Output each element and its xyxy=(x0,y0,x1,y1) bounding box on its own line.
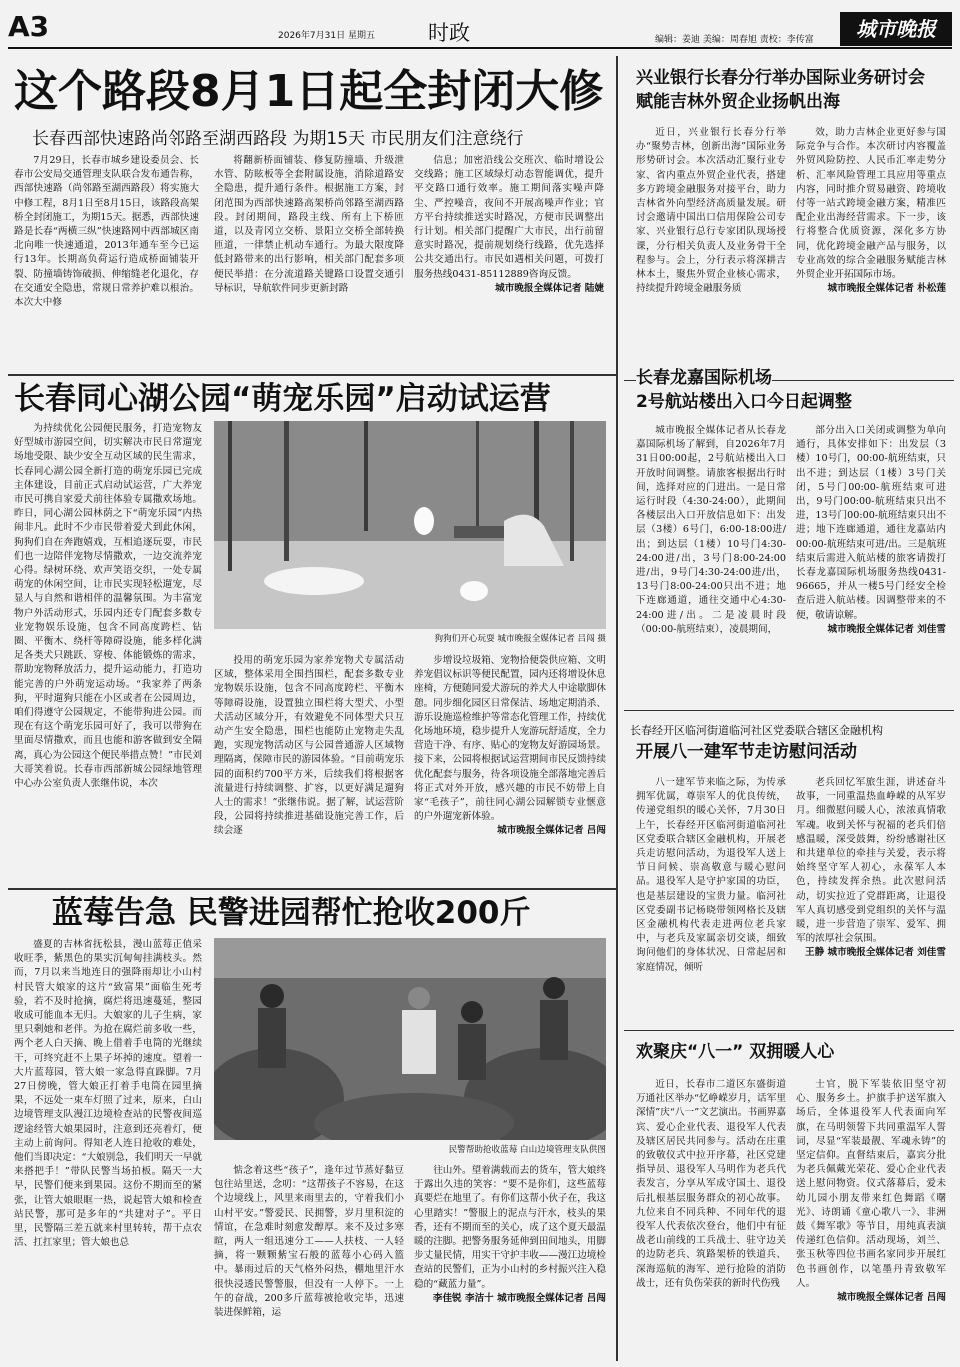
article3-byline: 李佳锐 李洁十 城市晚报全媒体记者 吕闯 xyxy=(432,1292,606,1304)
right1-byline: 城市晚报全媒体记者 朴松莲 xyxy=(827,283,946,295)
article1-subtitle: 长春西部快速路尚邻路至湖西路段 为期15天 市民朋友们注意绕行 xyxy=(32,129,524,149)
editor-credits: 编辑：姜迪 美编：周春旭 责校：李传富 xyxy=(655,35,814,45)
right3-column-1: 八一建军节来临之际，为传承拥军优属，尊崇军人的优良传统，传递党组织的暖心关怀，7月30日上午，长春经开区临河街道临河社区党委联合辖区金融机构，开展老兵走访慰问活动，为退役军人送上节日问候、崇高敬意与暖心慰问品。退役军人是守护家国的功臣，也是基层建设的宝贵力量。临河社区党委副书记杨晓带领网格长及辖区金融机构代表走进两位老兵家中，与老兵及家属亲切交谈，细致询问他们的身体状况、日常起居和家庭情况，倾听 xyxy=(636,777,786,973)
blueberry-photo-caption: 民警帮助抢收蓝莓 白山边境管理支队供图 xyxy=(448,1145,606,1155)
divider xyxy=(624,710,954,711)
article1-byline: 城市晚报全媒体记者 陆婕 xyxy=(495,282,604,294)
right2-column-2: 部分出入口关闭或调整为单向通行，具体安排如下：出发层（3楼）10号门，00:00-航班结束，只出不进；到达层（1楼）3号门关闭，5号门00:00-航班结束可进出，9号门00:00-航班结束只出不进，13号门00:00-航班结束只出不进；地下连廊通道，通往龙嘉站内00:00-航班结束可进/出。三是航班结束后需进入航站楼的旅客请拨打长春龙嘉国际机场服务热线0431-96665，并从一楼5号门经安全检查后进入航站楼。因调整带来的不便，敬请谅解。 城市晚报全媒体记者 刘佳雪 xyxy=(796,424,946,702)
issue-date: 2026年7月31日 星期五 xyxy=(278,31,375,41)
right4-column-1: 近日，长春市二道区东盛街道万通社区举办“忆峥嵘岁月，话军里深情”庆“八一”文艺演出。书画界嘉宾、爱心企业代表、退役军人代表及辖区居民共同参与。活动在庄重的致敬仪式中拉开序幕，社区党建指导员、退役军人马明作为老兵代表发言，分享从军成守国土、退役后扎根基层服务群众的初心故事。九位来自不同兵种、不同年代的退役军人代表依次登台，他们中有征战老山前线的工兵战士、驻守边关的边防老兵、筑路架桥的铁道兵、深海巡航的海军、逆行抢险的消防战士，还有负伤荣获的新时代伤残 xyxy=(636,1079,786,1289)
right3-column-2: 老兵回忆军旅生涯，讲述奋斗故事，一同重温热血峥嵘的从军岁月。细微慰问暖人心，浓浓真情歌军魂。收到关怀与祝福的老兵们倍感温暖，深受鼓舞，纷纷感谢社区和共建单位的牵挂与关爱，表示将始终坚守军人初心，永葆军人本色，持续发挥余热。此次慰问活动，切实拉近了党群距离，让退役军人真切感受到党组织的关怀与温暖，进一步营造了崇军、爱军、拥军的浓厚社会氛围。 王静 城市晚报全媒体记者 刘佳雪 xyxy=(796,776,946,1026)
article2-byline: 城市晚报全媒体记者 吕闯 xyxy=(497,825,606,837)
right2-title-line2: 2号航站楼出入口今日起调整 xyxy=(636,392,852,412)
newspaper-logo: 城市晚报 xyxy=(840,12,952,46)
blueberry-harvest-photo xyxy=(214,938,606,1140)
right1-column-1: 近日，兴业银行长春分行举办“聚势吉林，创新出海”国际业务形势研讨会。本次活动汇聚行业专家、省内重点外贸企业代表，搭建多方跨境金融服务对接平台，助力吉林省外向型经济高质量发展。研讨会邀请中国出口信用保险公司专家、兴业银行总行专家团队现场授课，分行相关负责人及业务骨干全程参与。会上，分行表示将深耕吉林本土，聚焦外贸企业核心需求，持续提升跨境金融服务质 xyxy=(636,127,786,295)
right3-byline: 王静 城市晚报全媒体记者 刘佳雪 xyxy=(805,947,946,959)
article2-column-2: 投用的萌宠乐园为家养宠物犬专属活动区域，整体采用全围挡围栏，配套多数专业宠物娱乐设施，包含不同高度跨栏、平衡木等障碍设施，设置独立围栏将大型犬、小型犬活动区域分开，有效避免不同体型犬只互动产生安全隐患，围栏也能防止宠物走失乱跑，实现宠物活动区与公园普通游人区域物理隔离，保障市民的游园体验。“目前萌宠乐园的面积约700平方米，后续我们将根据客流量进行持续调整、扩容，以更好满足遛狗人士的需求！”张继伟说。据了解，试运营阶段，公园将持续推进基础设施完善工作，后续会逐 xyxy=(214,655,404,837)
article3-title: 蓝莓告急 民警进园帮忙抢收200斤 xyxy=(52,895,531,931)
right1-title-line2: 赋能吉林外贸企业扬帆出海 xyxy=(636,92,840,112)
article1-title: 这个路段8月1日起全封闭大修 xyxy=(14,66,604,117)
article2-column-3: 步增设垃圾箱、宠物拾便袋供应箱、文明养宠倡议标识等便民配置，园内还将增设休息座椅，方便随同爱犬游玩的养犬人中途歇脚休憩。同步细化园区日常保洁、场地定期消杀、游乐设施巡检维护等常态化管理工作，持续优化场地环境，稳步提升人宠游玩舒适度，全力营造干净、有序、贴心的宠物友好游园场景。接下来，公园将根据试运营期间市民反馈持续优化配套与服务，待各项设施全部落地完善后将正式对外开放，感兴趣的市民不妨带上自家“毛孩子”，前往同心湖公园解锁专业惬意的户外遛宠新体验。 城市晚报全媒体记者 吕闯 xyxy=(414,654,606,882)
article3-column-2: 惦念着这些“孩子”，逢年过节蒸好黏豆包往站里送，念叨：“这帮孩子不容易，在这个边境线上，风里来雨里去的，守着我们小山村平安。”警爱民、民拥警，岁月里积淀的情谊，在急难时刻愈发醇厚。来不及过多寒暄，两人一组迅速分工——人扶枝、一人轻摘，将一颗颗紫宝石般的蓝莓小心码入篮中。暴雨过后的天气格外闷热，棚地里汗水很快浸透民警警服，但没有一人停下。一上午的奋战，200多斤蓝莓被抢收完毕，迅速装进保鲜箱，运 xyxy=(214,1165,404,1319)
right2-column-1: 城市晚报全媒体记者从长春龙嘉国际机场了解到，自2026年7月31日00:00起，2号航站楼出入口开放时间调整。请旅客根据出行时间，选择对应的门进出。一是日常运行时段（4:30-24:00），此期间各楼层出入口开放信息如下：出发层（3楼）6号门，6:00-18:00进/出；到达层（1楼）10号门4:30-24:00进/出，3号门8:00-24:00进/出，9号门4:30-24:00进/出，13号门8:00-24:00只出不进；地下连廊通道，通往交通中心4:30-24:00进/出。二是凌晨时段（00:00-航班结束），凌晨期间， xyxy=(636,425,786,635)
article1-column-3: 信息；加密沿线公交班次、临时增设公交线路；施工区域绿灯动态智能调优，提升平交路口通行效率。施工期间落实噪声降尘、严控噪音，夜间不开展高噪声作业；官方平台持续推送实时路况，方便市民调整出行计划。相关部门提醒广大市民，出行前留意实时路况，提前规划绕行线路，优先选择公共交通出行。市民如遇相关问题，可拨打服务热线0431-85112889咨询反馈。 城市晚报全媒体记者 陆婕 xyxy=(414,154,604,368)
right4-byline: 城市晚报全媒体记者 吕闯 xyxy=(837,1292,946,1304)
divider xyxy=(624,1030,954,1031)
right3-kicker: 长春经开区临河街道临河社区党委联合辖区金融机构 xyxy=(630,724,883,737)
right4-column-2: 士官，脱下军装依旧坚守初心、服务乡土。护旗手护送军旗入场后，全体退役军人代表面向军旗，在马明领誓下共同重温军人誓词，尽显“军装最靓、军魂永铸”的坚定信仰。直督结束后，嘉宾分批为老兵佩戴光荣花、爱心企业代表送上慰问物资。仪式落幕后，爱未幼儿园小朋友带来红色舞蹈《曙光》、诗朗诵《童心歌八一》、非洲鼓《舞军歌》等节目，用纯真表演传递红色信仰。活动现场，刘兰、张玉秋等四位书画名家同步开展红色书画创作，以笔墨丹青致敬军人。 城市晚报全媒体记者 吕闯 xyxy=(796,1078,946,1360)
right2-title-line1: 长春龙嘉国际机场 xyxy=(636,364,772,389)
article2-title: 长春同心湖公园“萌宠乐园”启动试运营 xyxy=(14,381,551,417)
article3-column-1: 盛夏的吉林省抚松县，漫山蓝莓正值采收旺季，紫黑色的果实沉甸甸挂满枝头。然而，7月以来当地连日的强降雨却让小山村村民管大娘家的这片“致富果”面临生死考验，若不及时抢摘，腐烂将迅速蔓延，整园收成可能血本无归。大娘家的儿子生病，家里只剩她和老伴。为抢在腐烂前多收一些，两个老人白天摘、晚上借着手电筒的光继续干，可终究赶不上果子坏掉的速度。望着一大片蓝莓园，管大娘一家急得直跺脚。7月27日傍晚，管大娘正打着手电筒在园里摘果，不远处一束车灯照了过来，原来，白山边境管理支队漫江边境检查站的民警夜间巡逻途经管大娘果园时，注意到还亮着灯，便主动上前询问。得知老人连日抢收的难处，他们当即决定：“大娘别急，我们明天一早就来搭把手！”带队民警当场拍板。隔天一大早，民警们便来到果园。这份不期而至的紧张，让管大娘眼眶一热，说起管大娘和检查站民警，那可是多年的“共建对子”。平日里，民警隔三差五就来村里转转，帮干点农活、扛扛家里；管大娘也总 xyxy=(14,939,202,1249)
dog-park-photo xyxy=(214,421,606,629)
right1-column-2: 效，助力吉林企业更好参与国际竞争与合作。本次研讨内容覆盖外贸风险防控、人民币汇率走势分析、汇率风险管理工具应用等重点内容，同时推介贸易融资、跨境收付等一站式跨境金融方案，精准匹配企业出海经营需求。下一步，该行将整合优质资源，深化多方协同，优化跨境金融产品与服务，以专业高效的综合金融服务赋能吉林外贸企业开拓国际市场。 城市晚报全媒体记者 朴松莲 xyxy=(796,126,946,374)
dog-park-photo-caption: 狗狗们开心玩耍 城市晚报全媒体记者 吕闯 摄 xyxy=(434,634,606,644)
right4-title: 欢聚庆“八一” 双拥暖人心 xyxy=(636,1042,835,1062)
page-header xyxy=(0,0,960,52)
header-rule xyxy=(8,47,952,49)
page-number: A3 xyxy=(8,10,50,43)
column-divider xyxy=(616,56,618,1361)
article3-column-3: 往山外。望着满载而去的货车，管大娘终于露出久违的笑容：“要不是你们，这些蓝莓真要烂在地里了。有你们这帮小伙子在，我这心里踏实！”警服上的泥点与汗水，枝头的果香，还有不期而至的关心，成了这个夏天最温暖的注脚。把警务服务延伸到田间地头，用脚步丈量民情，用实干守护丰收——漫江边境检查站的民警们，正为小山村的乡村振兴注入稳稳的“藏蓝力量”。 李佳锐 李洁十 城市晚报全媒体记者 吕闯 xyxy=(414,1164,606,1360)
article1-column-2: 将翻新桥面铺装、修复防撞墙、升级泄水管、防眩板等全套附属设施，消除道路安全隐患，提升通行条件。根据施工方案，封闭范围为西部快速路高架桥尚邻路至湖西路段。封闭期间，路段主线、所有上下桥匝道，以及青冈立交桥、景阳立交桥全部转换匝道，一律禁止机动车通行。为最大限度降低封路带来的出行影响，相关部门配套多项便民举措：在分流道路关键路口设置交通引导标识，导航软件同步更新封路 xyxy=(214,155,404,294)
article1-column-1: 7月29日，长春市城乡建设委员会、长春市公安局交通管理支队联合发布通告称，西部快速路（尚邻路至湖西路段）将实施大中修工程，8月1日至8月15日，该路段高架桥全封闭施工，为期15天。据悉，西部快速路是长春“两横三纵”快速路网中西部城区南北向唯一快速通道，2013年通车至今已运行13年。长期高负荷运行造成桥面铺装开裂、防撞墙铸饰破损、伸缩缝老化退化，存在交通安全隐患，常规日常养护难以根治。本次大中修 xyxy=(14,155,199,309)
section-name: 时政 xyxy=(428,21,470,45)
article2-column-1: 为持续优化公园便民服务，打造宠物友好型城市游园空间，切实解决市民日常遛宠场地受限、缺少安全互动区域的民生需求，长春同心湖公园全新打造的萌宠乐园已完成主体建设，目前正式启动试运营，广大养宠市民可携自家爱犬前往体验专属撒欢场地。昨日，同心湖公园林荫之下“萌宠乐园”内热闹非凡。此时不少市民带着爱犬到此休闲，狗狗们自在奔跑嬉戏，互相追逐玩耍，市民们也一边陪伴宠物尽情撒欢，一边交流养宠心得。绿树环绕、欢声笑语交织，一处专属萌宠的休闲空间，让市民实现轻松遛宠，尽显人与自然和谐相伴的温馨氛围。为丰富宠物户外活动形式，乐园内还专门配套多数专业宠物娱乐设施，包含不同高度跨栏、钻圈、平衡木、绕杆等障碍设施，能多样化满足各类犬只跳跃、穿梭、体能锻炼的需求，帮助宠物释放活力，提升运动能力，打造功能完善的户外萌宠运动场。“我家养了两条狗，平时遛狗只能在小区或者在公园周边，咱们得遵守公园规定，不能带狗进公园。而现在有这个萌宠乐园可好了，我可以带狗在里面尽情撒欢，而且也能和游客做到安全隔离，真心为公园这个便民举措点赞！”市民刘大哥笑着说。长春市西部新城公园绿地管理中心办公室负责人张继伟说，本次 xyxy=(14,423,202,790)
right1-title-line1: 兴业银行长春分行举办国际业务研讨会 xyxy=(636,68,925,88)
divider xyxy=(8,374,616,376)
right2-byline: 城市晚报全媒体记者 刘佳雪 xyxy=(827,623,946,635)
divider xyxy=(8,888,616,890)
right3-title: 开展八一建军节走访慰问活动 xyxy=(636,742,857,762)
